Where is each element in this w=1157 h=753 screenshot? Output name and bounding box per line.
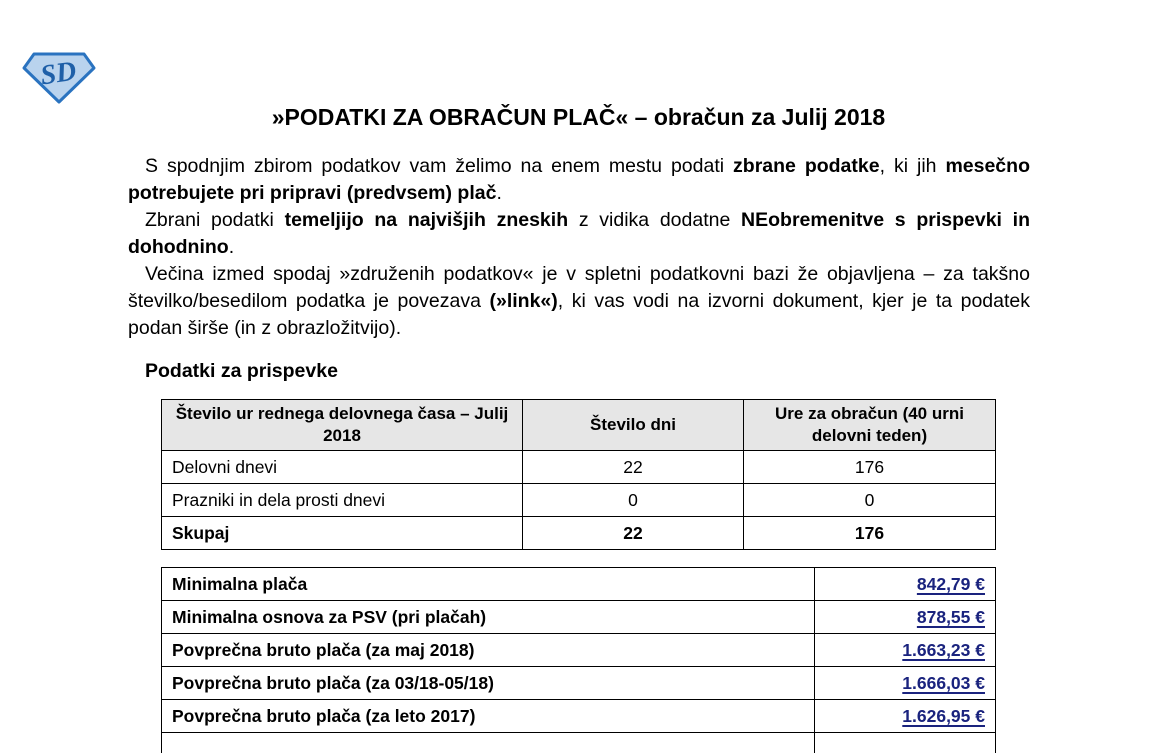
text: S spodnjim zbirom podatkov vam želimo na enem mestu podati: [145, 155, 733, 177]
intro-text: [128, 153, 1030, 342]
minimum-wage-link[interactable]: 842,79 €: [917, 574, 985, 594]
amounts-table: [161, 567, 996, 753]
row-days: 22: [523, 451, 744, 484]
emphasis: NEobremenitve s prispevki in dohodnino: [128, 209, 1030, 258]
minimum-psv-base-link[interactable]: 878,55 €: [917, 607, 985, 627]
working-hours-table: [161, 399, 996, 550]
avg-gross-3month-link[interactable]: 1.666,03 €: [902, 673, 985, 693]
intro-paragraph-3: [128, 261, 1030, 342]
shield-logo-icon: [22, 50, 96, 104]
amount-value-cell: [815, 667, 996, 700]
header-hours: Ure za obračun (40 urni delovni teden): [744, 400, 996, 451]
emphasis: temeljijo na najvišjih zneskih: [285, 209, 569, 231]
row-days: 22: [523, 517, 744, 550]
row-label: Skupaj: [162, 517, 523, 550]
text: .: [229, 236, 234, 258]
amount-value-cell: [815, 601, 996, 634]
avg-gross-2017-link[interactable]: 1.626,95 €: [902, 706, 985, 726]
text: , ki vas vodi na izvorni dokument, kjer je ta podatek podan širše (in z obrazložitvijo).: [128, 290, 1030, 339]
page-title: »PODATKI ZA OBRAČUN PLAČ« – obračun za Julij 2018: [0, 104, 1157, 131]
row-hours: 176: [744, 517, 996, 550]
row-label: Delovni dnevi: [162, 451, 523, 484]
table-row: [162, 451, 996, 484]
svg-text:SD: SD: [38, 56, 78, 92]
text: , ki jih: [880, 155, 946, 177]
text: Večina izmed spodaj »združenih podatkov« je v spletni podatkovni bazi že objavljena – za takšno številko/besedilom podatka je povezava: [128, 263, 1030, 312]
table-row: [162, 601, 996, 634]
amount-label: Minimalna osnova za PSV (pri plačah): [162, 601, 815, 634]
table-total-row: [162, 517, 996, 550]
avg-gross-may-link[interactable]: 1.663,23 €: [902, 640, 985, 660]
table-row: [162, 700, 996, 733]
company-logo: [22, 50, 96, 104]
amount-value-cell: [815, 634, 996, 667]
table-header-row: [162, 400, 996, 451]
intro-paragraph-2: [128, 207, 1030, 261]
amount-label: Povprečna bruto plača (za leto 2017): [162, 700, 815, 733]
header-days: Število dni: [523, 400, 744, 451]
table-row: [162, 568, 996, 601]
section-heading: Podatki za prispevke: [145, 360, 338, 383]
row-hours: 0: [744, 484, 996, 517]
row-hours: 176: [744, 451, 996, 484]
emphasis: mesečno potrebujete pri pripravi (predvsem) plač: [128, 155, 1030, 204]
table-row: [162, 484, 996, 517]
text: .: [496, 182, 501, 204]
emphasis: (»link«): [489, 290, 557, 312]
header-label: Število ur rednega delovnega časa – Julij 2018: [162, 400, 523, 451]
row-label: Prazniki in dela prosti dnevi: [162, 484, 523, 517]
emphasis: zbrane podatke: [733, 155, 880, 177]
intro-paragraph-1: [128, 153, 1030, 207]
amount-value-cell: [815, 568, 996, 601]
amount-label: Povprečna bruto plača (za maj 2018): [162, 634, 815, 667]
text: Zbrani podatki: [145, 209, 285, 231]
row-days: 0: [523, 484, 744, 517]
table-row: [162, 634, 996, 667]
text: z vidika dodatne: [568, 209, 741, 231]
amount-label: Povprečna bruto plača (za 03/18-05/18): [162, 667, 815, 700]
amount-value-cell: [815, 700, 996, 733]
amount-label: Minimalna plača: [162, 568, 815, 601]
table-row: [162, 667, 996, 700]
